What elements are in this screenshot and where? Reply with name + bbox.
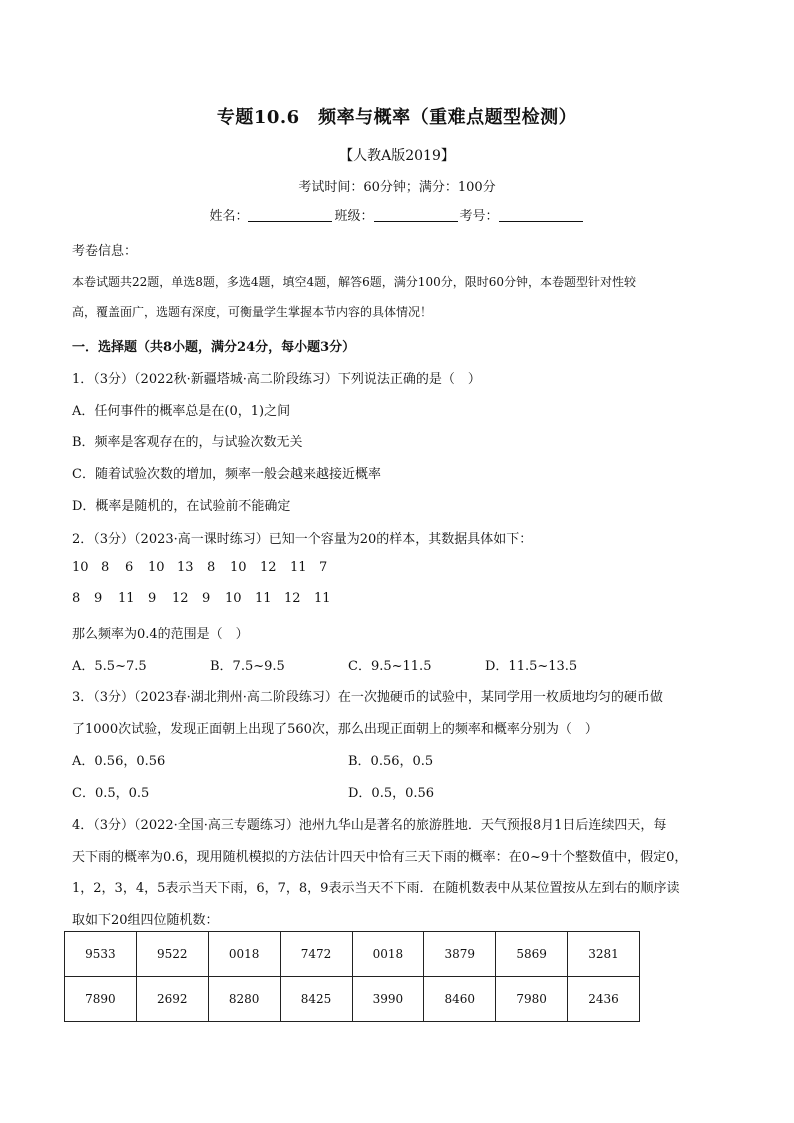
question-2-stem: 2．（3分）（2023·高一课时练习）已知一个容量为20的样本，其数据具体如下： xyxy=(72,532,533,547)
question-2-option-b: B．7.5~9.5 xyxy=(210,659,285,674)
sample-value: 10 xyxy=(72,560,89,575)
sample-value: 11 xyxy=(290,560,307,575)
sample-value: 11 xyxy=(118,591,135,606)
page-title: 专题10.6 频率与概率（重难点题型检测） xyxy=(216,107,578,128)
table-cell: 9522 xyxy=(136,932,208,977)
student-info-fields xyxy=(0,205,794,224)
exam-info-line-1: 本卷试题共22题，单选8题，多选4题，填空4题，解答6题，满分100分，限时60分钟，本卷题型针对性较 xyxy=(72,275,636,289)
sample-value: 10 xyxy=(148,560,165,575)
question-4-stem-line-3: 1，2，3，4，5表示当天下雨，6，7，8，9表示当天不下雨．在随机数表中从某位置按从左到右的顺序读 xyxy=(72,881,680,896)
sample-value: 9 xyxy=(148,591,157,606)
table-row xyxy=(65,977,640,1022)
question-2-option-d: D．11.5~13.5 xyxy=(485,659,578,674)
table-cell: 7890 xyxy=(65,977,137,1022)
question-3-option-a: A．0.56，0.56 xyxy=(72,754,166,769)
sample-value: 12 xyxy=(284,591,301,606)
sample-value: 8 xyxy=(72,591,81,606)
exam-info-heading: 考卷信息： xyxy=(72,244,138,259)
name-blank xyxy=(248,207,332,222)
table-cell: 7472 xyxy=(280,932,352,977)
question-1-option-b: B．频率是客观存在的，与试验次数无关 xyxy=(72,435,303,450)
question-1-option-d: D．概率是随机的，在试验前不能确定 xyxy=(72,499,291,514)
table-cell: 2692 xyxy=(136,977,208,1022)
table-cell: 0018 xyxy=(208,932,280,977)
question-4-stem-line-4: 取如下20组四位随机数： xyxy=(72,913,219,928)
question-2-question: 那么频率为0.4的范围是（ ） xyxy=(72,627,249,642)
name-label: 姓名： xyxy=(209,209,249,224)
question-3-option-d: D．0.5，0.56 xyxy=(348,786,435,801)
question-4-stem-line-2: 天下雨的概率为0.6，现用随机模拟的方法估计四天中恰有三天下雨的概率：在0~9十个整数值中，假定0， xyxy=(72,850,688,865)
table-cell: 3990 xyxy=(352,977,424,1022)
question-4-stem-line-1: 4．（3分）（2022·全国·高三专题练习）池州九华山是著名的旅游胜地．天气预报8月1日后连续四天，每 xyxy=(72,818,667,833)
exam-info-line-2: 高，覆盖面广，选题有深度，可衡量学生掌握本节内容的具体情况！ xyxy=(72,305,433,319)
sample-value: 10 xyxy=(225,591,242,606)
question-2-option-a: A．5.5~7.5 xyxy=(72,659,147,674)
question-1-option-a: A．任何事件的概率总是在(0，1)之间 xyxy=(72,404,291,419)
sample-value: 7 xyxy=(319,560,328,575)
table-cell: 2436 xyxy=(568,977,640,1022)
sample-value: 11 xyxy=(314,591,331,606)
table-cell: 5869 xyxy=(496,932,568,977)
sample-value: 12 xyxy=(172,591,189,606)
sample-value: 12 xyxy=(260,560,277,575)
table-cell: 9533 xyxy=(65,932,137,977)
sample-value: 8 xyxy=(101,560,110,575)
table-cell: 8280 xyxy=(208,977,280,1022)
question-3-option-b: B．0.56，0.5 xyxy=(348,754,434,769)
question-1-option-c: C．随着试验次数的增加，频率一般会越来越接近概率 xyxy=(72,467,381,482)
sample-value: 8 xyxy=(207,560,216,575)
id-label: 考号： xyxy=(459,209,499,224)
id-blank xyxy=(499,207,583,222)
sample-value: 13 xyxy=(177,560,194,575)
class-label: 班级： xyxy=(334,209,374,224)
sample-value: 6 xyxy=(125,560,134,575)
table-cell: 7980 xyxy=(496,977,568,1022)
question-2-option-c: C．9.5~11.5 xyxy=(348,659,432,674)
edition-label: 【人教A版2019】 xyxy=(339,148,455,164)
sample-value: 9 xyxy=(202,591,211,606)
question-3-option-c: C．0.5，0.5 xyxy=(72,786,150,801)
table-cell: 8460 xyxy=(424,977,496,1022)
sample-value: 9 xyxy=(94,591,103,606)
random-number-table xyxy=(64,931,640,1022)
sample-value: 10 xyxy=(230,560,247,575)
table-cell: 8425 xyxy=(280,977,352,1022)
table-cell: 3879 xyxy=(424,932,496,977)
sample-value: 11 xyxy=(255,591,272,606)
question-1-stem: 1．（3分）（2022秋·新疆塔城·高二阶段练习）下列说法正确的是（ ） xyxy=(72,372,481,387)
class-blank xyxy=(374,207,458,222)
exam-time-info: 考试时间：60分钟；满分：100分 xyxy=(298,180,496,195)
table-cell: 0018 xyxy=(352,932,424,977)
table-cell: 3281 xyxy=(568,932,640,977)
question-3-stem-line-1: 3．（3分）（2023春·湖北荆州·高二阶段练习）在一次抛硬币的试验中，某同学用一枚质地均匀的硬币做 xyxy=(72,690,663,705)
section-heading: 一．选择题（共8小题，满分24分，每小题3分） xyxy=(72,340,356,355)
question-3-stem-line-2: 了1000次试验，发现正面朝上出现了560次，那么出现正面朝上的频率和概率分别为（ ） xyxy=(72,722,598,737)
table-row xyxy=(65,932,640,977)
